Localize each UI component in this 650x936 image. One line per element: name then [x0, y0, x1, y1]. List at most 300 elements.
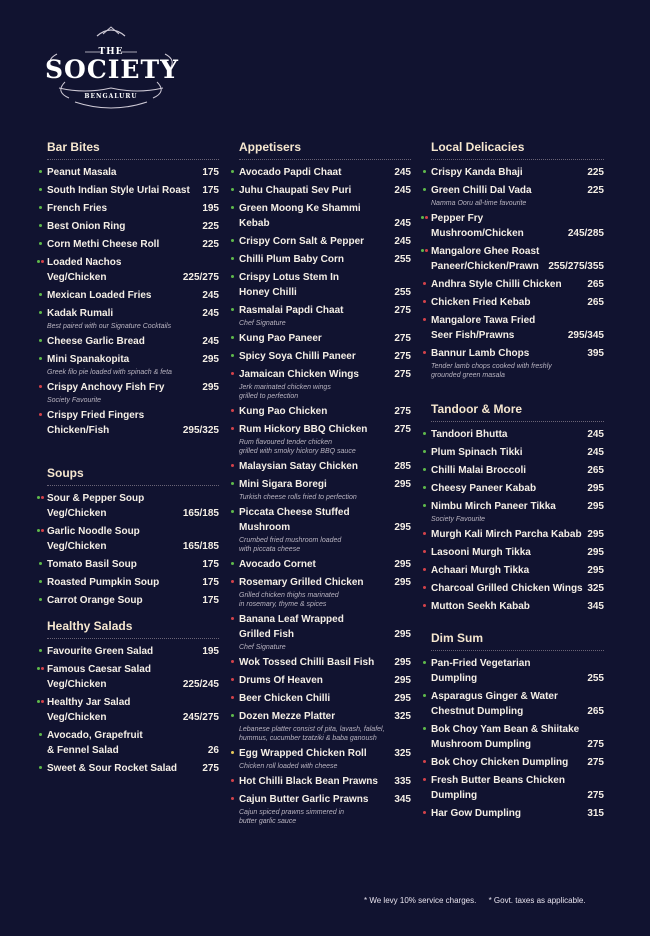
- menu-item: [431, 656, 604, 686]
- diet-indicator-icon: [423, 661, 426, 664]
- diet-indicator-icon: [423, 188, 426, 191]
- menu-item: [431, 806, 604, 821]
- item-price: 245: [394, 236, 411, 247]
- diet-indicator-icon: [423, 811, 426, 814]
- item-price: 195: [202, 203, 219, 214]
- menu-item: [431, 773, 604, 803]
- menu-item: [47, 408, 219, 438]
- item-name: Avocado Papdi Chaat: [239, 167, 342, 178]
- menu-item: [47, 695, 219, 725]
- item-name: Bok Choy Yam Bean & Shiitake Mushroom Dumpling: [431, 724, 580, 750]
- logo-city: BENGALURU: [84, 93, 138, 100]
- diet-indicator-icon: [231, 562, 234, 565]
- item-name: Har Gow Dumpling: [431, 808, 521, 819]
- item-price: 225: [202, 221, 219, 232]
- diet-indicator-icon: [231, 409, 234, 412]
- item-name: South Indian Style Urlai Roast: [47, 185, 190, 196]
- item-name: Mini Sigara Boregi: [239, 479, 327, 490]
- item-description: Jerk marinated chicken wings grilled to perfection: [239, 384, 331, 400]
- menu-item: [431, 599, 604, 614]
- item-name: Kadak Rumali: [47, 308, 114, 319]
- section-title: Soups: [47, 466, 219, 486]
- diet-indicator-icon: [423, 550, 426, 553]
- menu-item: [239, 270, 411, 300]
- item-price: 395: [587, 348, 604, 359]
- item-price: 245: [202, 290, 219, 301]
- section-appetisers: [239, 140, 411, 826]
- menu-item: [239, 505, 411, 554]
- item-name: Fresh Butter Beans Chicken Dumpling: [431, 775, 565, 801]
- diet-indicator-icon: [421, 249, 428, 252]
- item-price: 295: [394, 629, 411, 640]
- menu-item: [239, 575, 411, 609]
- item-name: Andhra Style Chilli Chicken: [431, 279, 562, 290]
- menu-item: [431, 563, 604, 578]
- menu-item: [239, 459, 411, 474]
- menu-item: [239, 183, 411, 198]
- item-name: Banana Leaf Wrapped Grilled Fish: [239, 614, 344, 640]
- menu-item: [47, 644, 219, 659]
- menu-item: [239, 774, 411, 789]
- item-name: Piccata Cheese Stuffed Mushroom: [239, 507, 350, 533]
- diet-indicator-icon: [423, 778, 426, 781]
- item-price: 295: [394, 479, 411, 490]
- item-name: French Fries: [47, 203, 108, 214]
- diet-indicator-icon: [423, 504, 426, 507]
- item-price: 175: [202, 167, 219, 178]
- item-price: 275: [587, 790, 604, 801]
- diet-indicator-icon: [231, 660, 234, 663]
- item-name: Chilli Plum Baby Corn: [239, 254, 345, 265]
- item-name: Corn Methi Cheese Roll: [47, 239, 160, 250]
- item-name: Cheesy Paneer Kabab: [431, 483, 537, 494]
- menu-item: [47, 183, 219, 198]
- section-soups: [47, 466, 219, 608]
- diet-indicator-icon: [39, 170, 42, 173]
- menu-item: [47, 201, 219, 216]
- menu-item: [431, 755, 604, 770]
- diet-indicator-icon: [37, 496, 44, 499]
- menu-item: [47, 491, 219, 521]
- menu-item: [431, 581, 604, 596]
- menu-item: [239, 673, 411, 688]
- item-name: Peanut Masala: [47, 167, 117, 178]
- diet-indicator-icon: [39, 293, 42, 296]
- item-name: Chicken Fried Kebab: [431, 297, 531, 308]
- diet-indicator-icon: [231, 354, 234, 357]
- item-price: 255: [587, 673, 604, 684]
- menu-column-1: [47, 140, 219, 779]
- item-name: Beer Chicken Chilli: [239, 693, 331, 704]
- diet-indicator-icon: [39, 242, 42, 245]
- menu-item: [239, 252, 411, 267]
- item-price: 295: [394, 675, 411, 686]
- item-price: 225/245: [182, 679, 219, 690]
- item-name: Garlic Noodle Soup Veg/Chicken: [47, 526, 140, 552]
- item-price: 265: [587, 706, 604, 717]
- menu-item: [47, 219, 219, 234]
- menu-item: [431, 527, 604, 542]
- item-price: 165/185: [182, 541, 219, 552]
- item-price: 275: [587, 757, 604, 768]
- menu-item: [239, 477, 411, 502]
- menu-item: [431, 499, 604, 524]
- section-tandoor-more: [431, 402, 604, 614]
- diet-indicator-icon: [231, 678, 234, 681]
- diet-indicator-icon: [39, 649, 42, 652]
- diet-indicator-icon: [39, 598, 42, 601]
- diet-indicator-icon: [423, 318, 426, 321]
- diet-indicator-icon: [423, 300, 426, 303]
- item-name: Favourite Green Salad: [47, 646, 154, 657]
- diet-indicator-icon: [231, 779, 234, 782]
- item-name: Crispy Lotus Stem In Honey Chilli: [239, 272, 340, 298]
- menu-item: [431, 244, 604, 274]
- item-name: Famous Caesar Salad Veg/Chicken: [47, 664, 151, 690]
- item-name: Bannur Lamb Chops: [431, 348, 530, 359]
- diet-indicator-icon: [231, 239, 234, 242]
- menu-item: [47, 334, 219, 349]
- diet-indicator-icon: [231, 308, 234, 311]
- item-price: 295: [587, 547, 604, 558]
- item-name: Crispy Kanda Bhaji: [431, 167, 523, 178]
- item-price: 255/275/355: [548, 261, 604, 272]
- logo-the: THE: [98, 47, 124, 57]
- diet-indicator-icon: [423, 282, 426, 285]
- item-price: 195: [202, 646, 219, 657]
- diet-indicator-icon: [231, 580, 234, 583]
- item-price: 295: [202, 382, 219, 393]
- section-title: Dim Sum: [431, 631, 604, 651]
- diet-indicator-icon: [39, 733, 42, 736]
- menu-item: [431, 183, 604, 208]
- item-name: Cheese Garlic Bread: [47, 336, 145, 347]
- item-price: 175: [202, 559, 219, 570]
- item-name: Rosemary Grilled Chicken: [239, 577, 364, 588]
- item-price: 345: [394, 794, 411, 805]
- diet-indicator-icon: [231, 336, 234, 339]
- item-price: 255: [394, 254, 411, 265]
- menu-item: [431, 295, 604, 310]
- menu-item: [431, 689, 604, 719]
- menu-item: [47, 380, 219, 405]
- item-description: Grilled chicken thighs marinated in rosemary, thyme & spices: [239, 592, 339, 608]
- menu-item: [239, 746, 411, 771]
- diet-indicator-icon: [231, 170, 234, 173]
- section-dim-sum: [431, 631, 604, 821]
- item-price: 295: [202, 354, 219, 365]
- item-description: Crumbed fried mushroom loaded with piccata cheese: [239, 537, 342, 553]
- item-name: Kung Pao Chicken: [239, 406, 328, 417]
- diet-indicator-icon: [423, 486, 426, 489]
- item-name: Rum Hickory BBQ Chicken: [239, 424, 368, 435]
- diet-indicator-icon: [423, 351, 426, 354]
- item-price: 245/285: [567, 228, 604, 239]
- diet-indicator-icon: [231, 797, 234, 800]
- diet-indicator-icon: [37, 529, 44, 532]
- menu-item: [239, 234, 411, 249]
- item-price: 295: [394, 522, 411, 533]
- diet-indicator-icon: [231, 372, 234, 375]
- item-price: 245: [587, 429, 604, 440]
- logo-name: SOCIETY: [45, 55, 179, 84]
- diet-indicator-icon: [39, 188, 42, 191]
- diet-indicator-icon: [423, 760, 426, 763]
- menu-item: [239, 331, 411, 346]
- diet-indicator-icon: [231, 696, 234, 699]
- item-price: 245: [202, 308, 219, 319]
- menu-item: [431, 211, 604, 241]
- menu-item: [239, 691, 411, 706]
- item-price: 165/185: [182, 508, 219, 519]
- item-name: Best Onion Ring: [47, 221, 126, 232]
- item-name: Malaysian Satay Chicken: [239, 461, 358, 472]
- menu-item: [47, 593, 219, 608]
- item-description: Turkish cheese rolls fried to perfection: [239, 494, 357, 501]
- item-price: 265: [587, 465, 604, 476]
- item-name: Loaded Nachos Veg/Chicken: [47, 257, 122, 283]
- item-name: Crispy Fried Fingers Chicken/Fish: [47, 410, 145, 436]
- item-name: Healthy Jar Salad Veg/Chicken: [47, 697, 131, 723]
- diet-indicator-icon: [231, 751, 234, 754]
- item-description: Tender lamb chops cooked with freshly grounded green masala: [431, 363, 552, 379]
- item-name: Bok Choy Chicken Dumpling: [431, 757, 569, 768]
- menu-column-3: [431, 140, 604, 824]
- diet-indicator-icon: [231, 464, 234, 467]
- item-price: 295: [587, 565, 604, 576]
- item-price: 245: [587, 447, 604, 458]
- item-name: Jamaican Chicken Wings: [239, 369, 359, 380]
- tax-note: * Govt. taxes as applicable.: [488, 896, 586, 905]
- item-name: Carrot Orange Soup: [47, 595, 143, 606]
- menu-item: [47, 761, 219, 776]
- section-title: Tandoor & More: [431, 402, 604, 422]
- diet-indicator-icon: [39, 580, 42, 583]
- diet-indicator-icon: [231, 617, 234, 620]
- item-description: Society Favourite: [47, 397, 102, 404]
- item-price: 265: [587, 279, 604, 290]
- item-price: 245: [202, 336, 219, 347]
- item-price: 295: [394, 577, 411, 588]
- item-price: 325: [394, 748, 411, 759]
- footer-notes: [364, 896, 596, 905]
- menu-item: [431, 463, 604, 478]
- diet-indicator-icon: [421, 216, 428, 219]
- item-price: 295: [587, 501, 604, 512]
- diet-indicator-icon: [231, 206, 234, 209]
- item-price: 295/325: [182, 425, 219, 436]
- item-name: Mangalore Ghee Roast Paneer/Chicken/Prawn: [431, 246, 540, 272]
- item-name: Pan-Fried Vegetarian Dumpling: [431, 658, 531, 684]
- menu-item: [47, 575, 219, 590]
- diet-indicator-icon: [37, 700, 44, 703]
- menu-item: [47, 255, 219, 285]
- item-price: 315: [587, 808, 604, 819]
- menu-item: [47, 237, 219, 252]
- diet-indicator-icon: [423, 170, 426, 173]
- item-name: Tomato Basil Soup: [47, 559, 137, 570]
- section-title: Local Delicacies: [431, 140, 604, 160]
- item-price: 225/275: [182, 272, 219, 283]
- diet-indicator-icon: [231, 427, 234, 430]
- item-price: 245: [394, 167, 411, 178]
- diet-indicator-icon: [39, 562, 42, 565]
- menu-item: [47, 662, 219, 692]
- menu-item: [47, 288, 219, 303]
- diet-indicator-icon: [39, 385, 42, 388]
- menu-item: [431, 346, 604, 380]
- diet-indicator-icon: [37, 260, 44, 263]
- item-price: 245/275: [182, 712, 219, 723]
- item-price: 175: [202, 577, 219, 588]
- diet-indicator-icon: [423, 532, 426, 535]
- item-price: 345: [587, 601, 604, 612]
- item-price: 275: [394, 333, 411, 344]
- item-price: 275: [394, 424, 411, 435]
- menu-item: [431, 722, 604, 752]
- menu-item: [239, 303, 411, 328]
- menu-item: [47, 557, 219, 572]
- item-name: Wok Tossed Chilli Basil Fish: [239, 657, 375, 668]
- menu-item: [47, 728, 219, 758]
- item-name: Green Chilli Dal Vada: [431, 185, 532, 196]
- item-description: Society Favourite: [431, 516, 486, 523]
- menu-item: [431, 277, 604, 292]
- item-price: 265: [587, 297, 604, 308]
- diet-indicator-icon: [423, 568, 426, 571]
- menu-item: [47, 524, 219, 554]
- item-price: 335: [394, 776, 411, 787]
- section-healthy-salads: [47, 619, 219, 776]
- item-name: Cajun Butter Garlic Prawns: [239, 794, 369, 805]
- menu-item: [431, 427, 604, 442]
- item-name: Achaari Murgh Tikka: [431, 565, 530, 576]
- menu-item: [239, 709, 411, 743]
- item-price: 295: [394, 693, 411, 704]
- diet-indicator-icon: [423, 604, 426, 607]
- menu-item: [431, 545, 604, 560]
- menu-item: [47, 165, 219, 180]
- item-description: Chef Signature: [239, 320, 286, 327]
- item-name: Spicy Soya Chilli Paneer: [239, 351, 356, 362]
- item-name: Drums Of Heaven: [239, 675, 323, 686]
- menu-item: [431, 481, 604, 496]
- item-price: 275: [394, 369, 411, 380]
- item-name: Nimbu Mirch Paneer Tikka: [431, 501, 556, 512]
- diet-indicator-icon: [423, 450, 426, 453]
- item-name: Egg Wrapped Chicken Roll: [239, 748, 367, 759]
- item-price: 225: [587, 185, 604, 196]
- item-name: Mangalore Tawa Fried Seer Fish/Prawns: [431, 315, 536, 341]
- item-name: Hot Chilli Black Bean Prawns: [239, 776, 378, 787]
- item-price: 225: [202, 239, 219, 250]
- item-name: Mexican Loaded Fries: [47, 290, 152, 301]
- menu-item: [239, 557, 411, 572]
- menu-item: [239, 349, 411, 364]
- item-price: 275: [394, 305, 411, 316]
- item-name: Juhu Chaupati Sev Puri: [239, 185, 352, 196]
- item-name: Mini Spanakopita: [47, 354, 130, 365]
- menu-item: [431, 165, 604, 180]
- diet-indicator-icon: [39, 311, 42, 314]
- item-name: Plum Spinach Tikki: [431, 447, 523, 458]
- item-price: 295: [587, 483, 604, 494]
- diet-indicator-icon: [231, 188, 234, 191]
- diet-indicator-icon: [39, 224, 42, 227]
- item-description: Best paired with our Signature Cocktails: [47, 323, 172, 330]
- service-charge-note: * We levy 10% service charges.: [364, 896, 477, 905]
- diet-indicator-icon: [39, 413, 42, 416]
- item-price: 275: [202, 763, 219, 774]
- item-price: 325: [394, 711, 411, 722]
- item-description: Rum flavoured tender chicken grilled with smoky hickory BBQ sauce: [239, 439, 356, 455]
- item-name: Murgh Kali Mirch Parcha Kabab: [431, 529, 582, 540]
- item-description: Cajun spiced prawns simmered in butter garlic sauce: [239, 809, 345, 825]
- diet-indicator-icon: [39, 766, 42, 769]
- society-logo: [45, 22, 177, 110]
- item-price: 285: [394, 461, 411, 472]
- menu-item: [431, 313, 604, 343]
- item-name: Crispy Anchovy Fish Fry: [47, 382, 165, 393]
- diet-indicator-icon: [423, 586, 426, 589]
- item-description: Namma Ooru all-time favourite: [431, 200, 527, 207]
- item-name: Mutton Seekh Kabab: [431, 601, 530, 612]
- menu-item: [239, 422, 411, 456]
- item-name: Sweet & Sour Rocket Salad: [47, 763, 178, 774]
- menu-item: [47, 306, 219, 331]
- item-price: 295: [394, 559, 411, 570]
- item-price: 225: [587, 167, 604, 178]
- item-name: Pepper Fry Mushroom/Chicken: [431, 213, 524, 239]
- menu-column-2: [239, 140, 411, 829]
- diet-indicator-icon: [231, 482, 234, 485]
- menu-item: [239, 792, 411, 826]
- diet-indicator-icon: [231, 275, 234, 278]
- diet-indicator-icon: [39, 339, 42, 342]
- item-price: 295: [394, 657, 411, 668]
- section-local-delicacies: [431, 140, 604, 380]
- item-name: Asparagus Ginger & Water Chestnut Dumpling: [431, 691, 558, 717]
- menu-item: [239, 367, 411, 401]
- item-description: Chicken roll loaded with cheese: [239, 763, 338, 770]
- menu-item: [239, 165, 411, 180]
- item-name: Green Moong Ke Shammi Kebab: [239, 203, 361, 229]
- diet-indicator-icon: [231, 714, 234, 717]
- diet-indicator-icon: [423, 432, 426, 435]
- item-description: Greek filo pie loaded with spinach & feta: [47, 369, 172, 376]
- item-price: 175: [202, 185, 219, 196]
- section-title: Healthy Salads: [47, 619, 219, 639]
- item-price: 245: [394, 185, 411, 196]
- section-title: Appetisers: [239, 140, 411, 160]
- item-name: Kung Pao Paneer: [239, 333, 322, 344]
- menu-item: [239, 404, 411, 419]
- item-name: Avocado, Grapefruit & Fennel Salad: [47, 730, 143, 756]
- menu-item: [239, 655, 411, 670]
- section-title: Bar Bites: [47, 140, 219, 160]
- item-name: Tandoori Bhutta: [431, 429, 508, 440]
- menu-item: [239, 612, 411, 652]
- item-price: 175: [202, 595, 219, 606]
- diet-indicator-icon: [423, 694, 426, 697]
- item-name: Charcoal Grilled Chicken Wings: [431, 583, 583, 594]
- menu-item: [47, 352, 219, 377]
- diet-indicator-icon: [231, 257, 234, 260]
- item-price: 325: [587, 583, 604, 594]
- item-price: 295/345: [567, 330, 604, 341]
- item-price: 275: [587, 739, 604, 750]
- item-price: 295: [587, 529, 604, 540]
